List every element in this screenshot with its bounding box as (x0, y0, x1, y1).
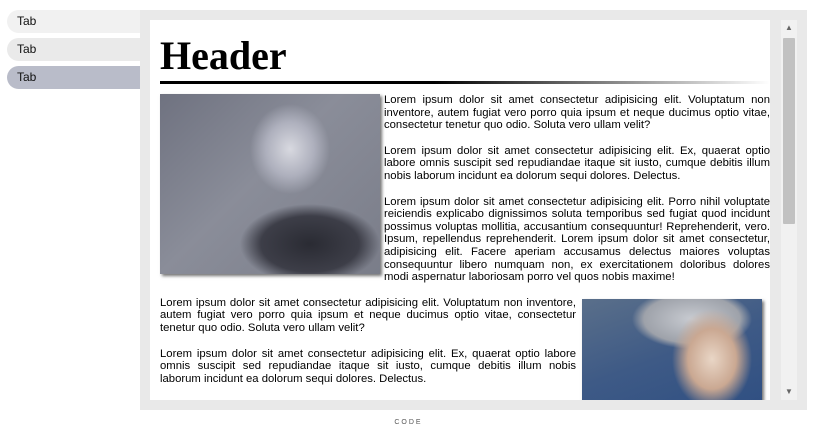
paragraph: Lorem ipsum dolor sit amet consectetur adipisicing elit. Ex, quaerat optio labore omnis suscipit sed repudiandae itaque sit iusto, cumque debitis illum nobis laborum incidunt ea dolorum sequi dolores. Delectus. (160, 347, 576, 385)
paragraph: Lorem ipsum dolor sit amet consectetur adipisicing elit. Voluptatum non inventore, autem fugiat vero porro quia ipsum et neque ducimus optio vitae, consectetur tenetur quo odio. Soluta vero ullam velit? (160, 296, 576, 334)
tab-3-active[interactable]: Tab (7, 66, 140, 89)
article-header: Header (160, 33, 287, 78)
article-body (160, 94, 770, 385)
portrait-photo-2 (582, 299, 762, 400)
scroll-up-icon[interactable]: ▲ (785, 23, 793, 32)
preview-frame (140, 10, 807, 410)
portrait-photo-1 (160, 94, 380, 274)
paragraph: Lorem ipsum dolor sit amet consectetur adipisicing elit. Voluptatum non inventore, autem fugiat vero porro quia ipsum et neque ducimus optio vitae, consectetur tenetur quo odio. Soluta vero ullam velit? (384, 94, 770, 132)
article (160, 20, 770, 400)
tab-1[interactable]: Tab (7, 10, 140, 33)
code-link[interactable]: CODE (394, 419, 423, 426)
article-viewport[interactable] (150, 20, 770, 400)
header-rule (160, 81, 770, 84)
vertical-scrollbar[interactable] (781, 20, 797, 400)
tab-2[interactable]: Tab (7, 38, 140, 61)
paragraph: Lorem ipsum dolor sit amet consectetur adipisicing elit. Porro nihil voluptate reiciendis explicabo dignissimos soluta temporibus sed fugiat quod incidunt possimus voluptas mollitia, accusantium consequuntur! Reprehenderit, vero. Ipsum, repellendus reprehenderit. Lorem ipsum dolor sit amet consectetur, adipisicing elit. Facere aperiam accusamus delectus maiores voluptas consequuntur libero numquam non, ex exercitationem doloribus dolores modi aspernatur laboriosam porro vel quos nobis maxime! (384, 195, 770, 284)
scroll-thumb[interactable] (783, 38, 795, 224)
paragraph: Lorem ipsum dolor sit amet consectetur adipisicing elit. Ex, quaerat optio labore omnis suscipit sed repudiandae itaque sit iusto, cumque debitis illum nobis laborum incidunt ea dolorum sequi dolores. Delectus. (384, 144, 770, 182)
scroll-down-icon[interactable]: ▼ (785, 387, 793, 396)
